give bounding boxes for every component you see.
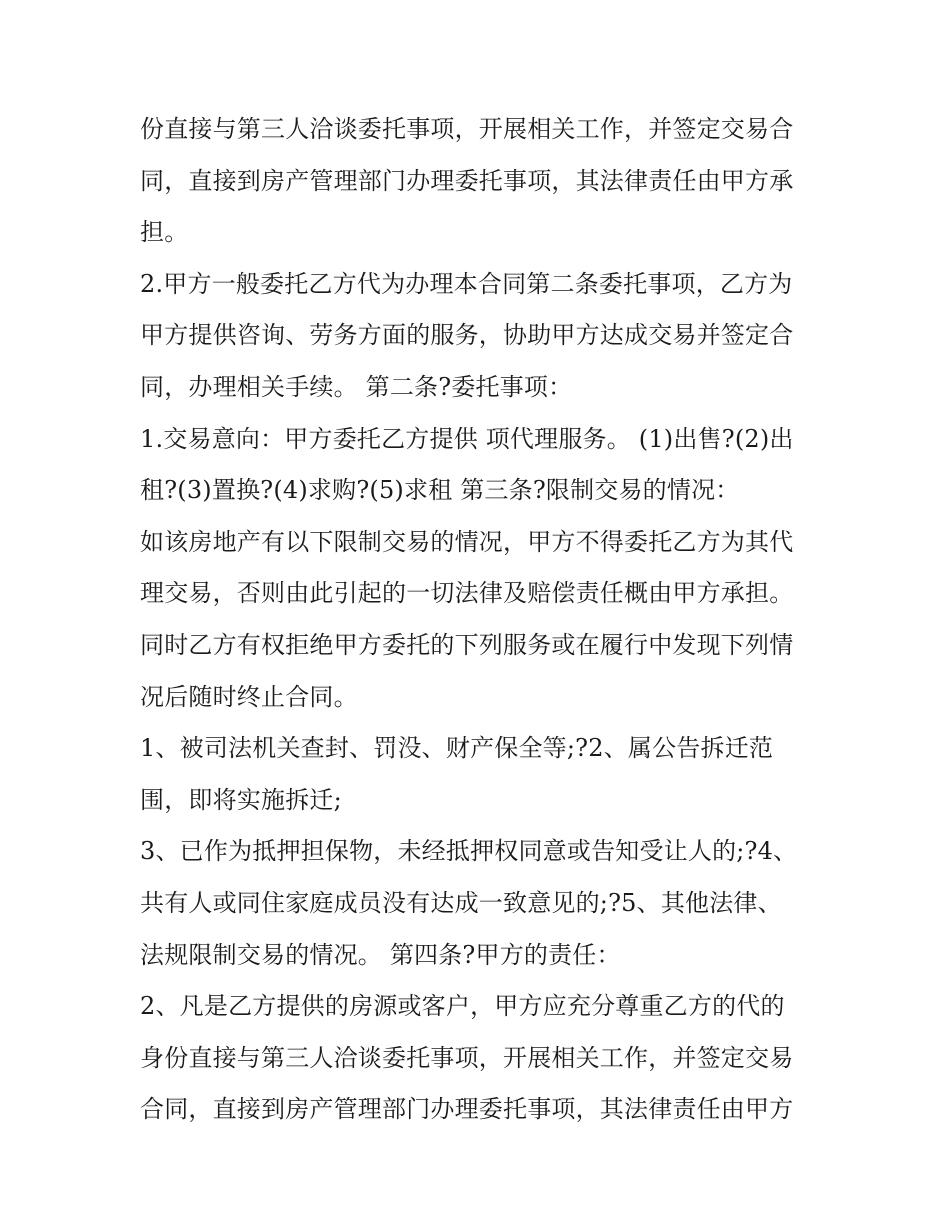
text-line: 2.甲方一般委托乙方代为办理本合同第二条委托事项，乙方为 bbox=[140, 269, 793, 298]
text-line: 合同，直接到房产管理部门办理委托事项，其法律责任由甲方 bbox=[140, 1095, 794, 1124]
text-line: 3、已作为抵押担保物，未经抵押权同意或告知受让人的;?4、 bbox=[140, 837, 798, 866]
text-line: 同时乙方有权拒绝甲方委托的下列服务或在履行中发现下列情 bbox=[140, 630, 794, 659]
text-line: 同，办理相关手续。 第二条?委托事项： bbox=[140, 372, 573, 401]
text-line: 况后随时终止合同。 bbox=[140, 682, 358, 711]
text-line: 同，直接到房产管理部门办理委托事项，其法律责任由甲方承 bbox=[140, 166, 794, 195]
text-line: 如该房地产有以下限制交易的情况，甲方不得委托乙方为其代 bbox=[140, 527, 794, 556]
text-line: 理交易，否则由此引起的一切法律及赔偿责任概由甲方承担。 bbox=[140, 579, 794, 608]
text-line: 担。 bbox=[140, 218, 189, 247]
text-line: 共有人或同住家庭成员没有达成一致意见的;?5、其他法律、 bbox=[140, 888, 782, 917]
text-line: 1、被司法机关查封、罚没、财产保全等;?2、属公告拆迁范 bbox=[140, 734, 774, 763]
document-body bbox=[140, 104, 820, 1136]
text-line: 围，即将实施拆迁; bbox=[140, 785, 342, 814]
text-line: 份直接与第三人洽谈委托事项，开展相关工作，并签定交易合 bbox=[140, 115, 794, 143]
text-line: 1.交易意向：甲方委托乙方提供 项代理服务。 (1)出售?(2)出 bbox=[140, 424, 794, 453]
text-line: 身份直接与第三人洽谈委托事项，开展相关工作，并签定交易 bbox=[140, 1043, 794, 1072]
text-line: 2、凡是乙方提供的房源或客户，甲方应充分尊重乙方的代的 bbox=[140, 992, 785, 1021]
text-line: 甲方提供咨询、劳务方面的服务，协助甲方达成交易并签定合 bbox=[140, 321, 794, 350]
text-line: 租?(3)置换?(4)求购?(5)求租 第三条?限制交易的情况： bbox=[140, 476, 740, 505]
text-line: 法规限制交易的情况。 第四条?甲方的责任： bbox=[140, 940, 621, 969]
